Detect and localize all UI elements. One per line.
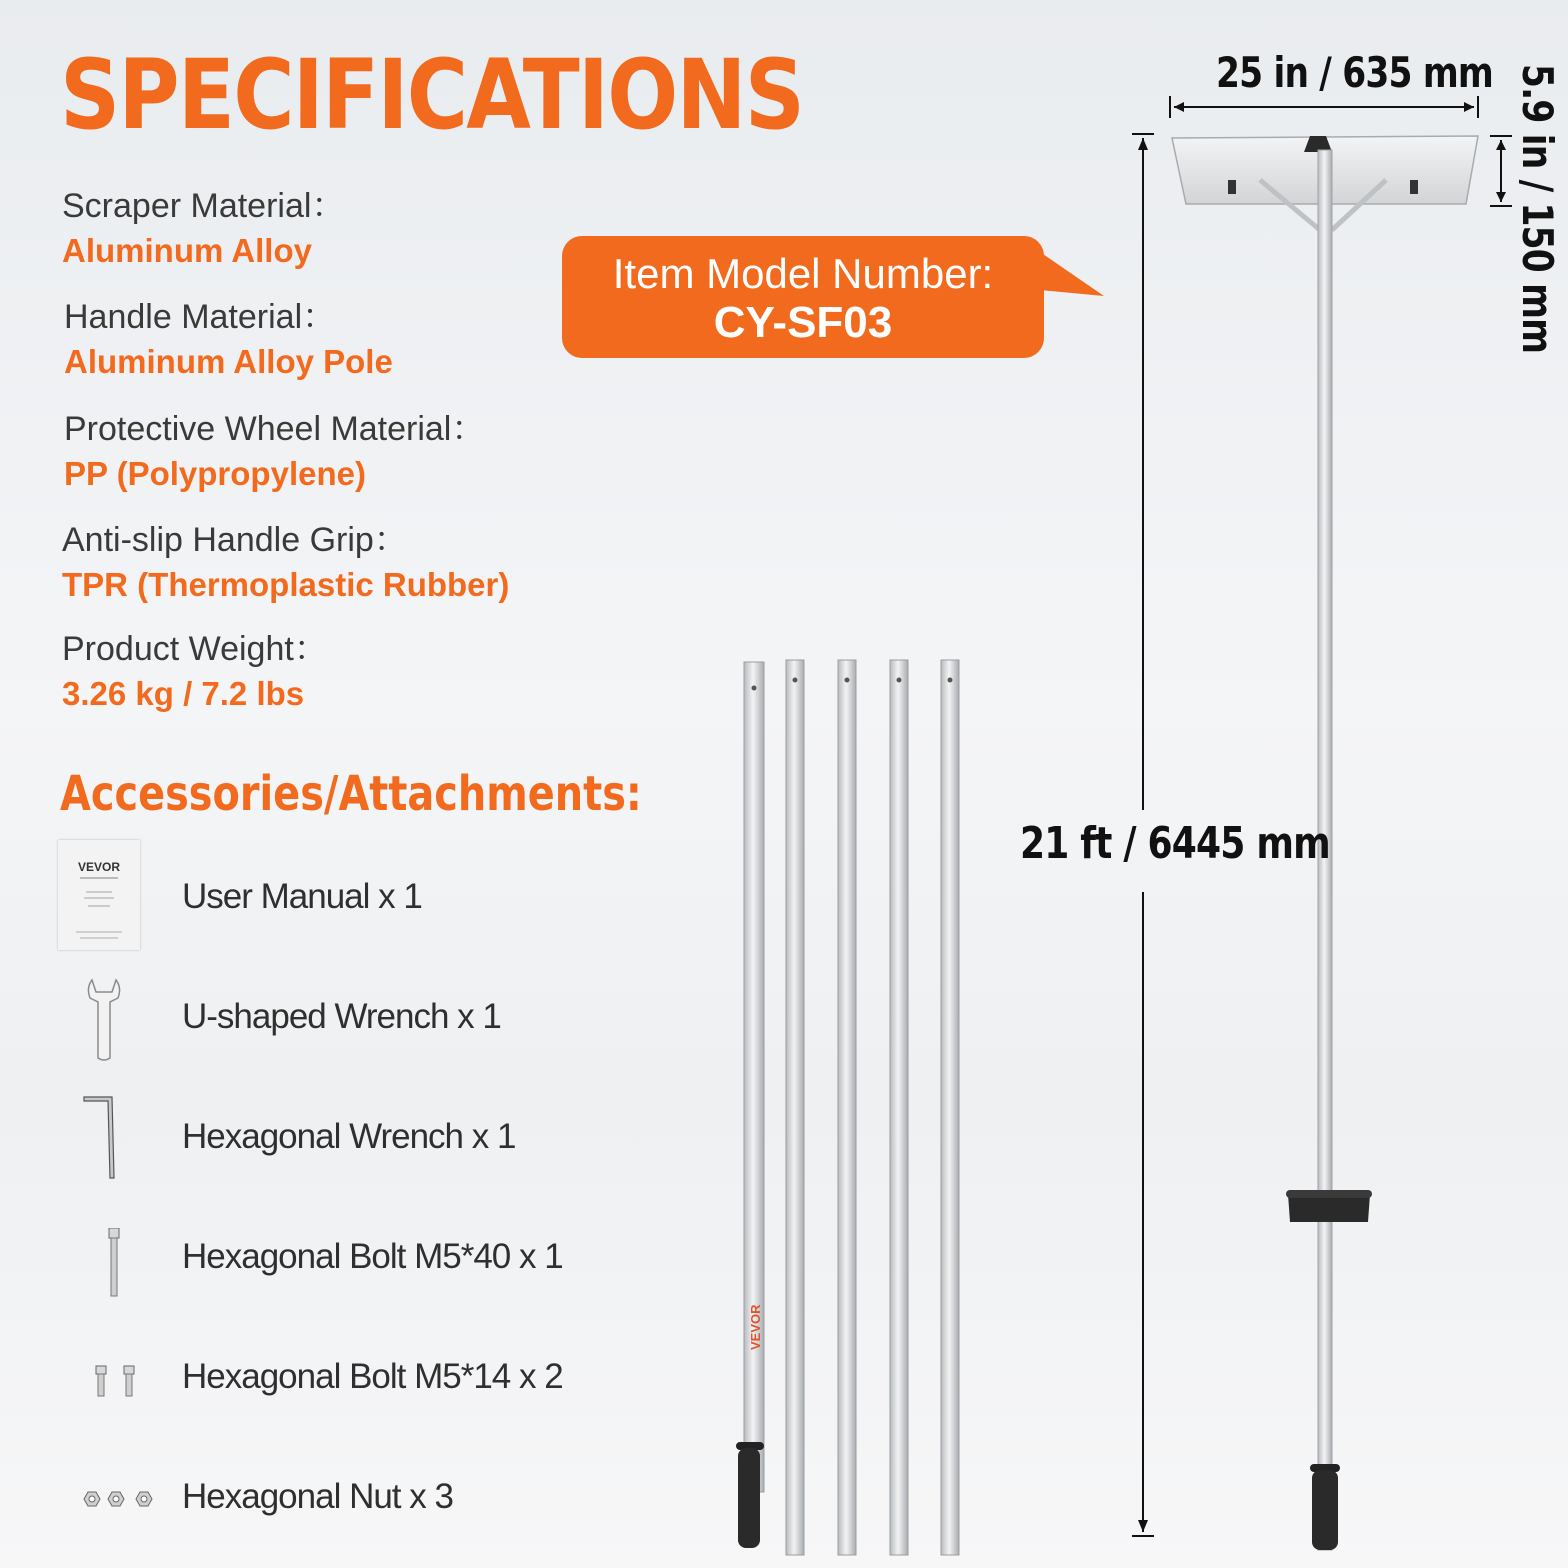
- model-number-callout: [562, 236, 1044, 358]
- short-bolts-icon: [92, 1364, 142, 1398]
- handle-grip: [1310, 1464, 1340, 1550]
- spec-value-product-weight: 3.26 kg / 7.2 lbs: [62, 675, 305, 712]
- accessory-label-u-wrench: U-shaped Wrench x 1: [182, 997, 501, 1036]
- spec-value-wheel-material: PP (Polypropylene): [64, 455, 366, 492]
- accessory-label-short-bolts: Hexagonal Bolt M5*14 x 2: [182, 1357, 563, 1396]
- pole-segment-2: [786, 660, 804, 1555]
- nuts-icon: [80, 1488, 156, 1510]
- hex-wrench-icon: [80, 1094, 120, 1180]
- spec-label-product-weight: Product Weight：: [62, 630, 328, 668]
- accessory-label-manual: User Manual x 1: [182, 877, 422, 916]
- accessory-label-hex-wrench: Hexagonal Wrench x 1: [182, 1117, 516, 1156]
- height-dimension-label: 5.9 in / 150 mm: [1513, 64, 1562, 354]
- manual-text-lines: [58, 840, 140, 950]
- accessory-label-nuts: Hexagonal Nut x 3: [182, 1477, 453, 1516]
- long-bolt-icon: [104, 1228, 124, 1298]
- accessory-label-long-bolt: Hexagonal Bolt M5*40 x 1: [182, 1237, 563, 1276]
- u-wrench-icon: [84, 978, 124, 1062]
- model-number-label: Item Model Number:: [612, 250, 994, 297]
- callout-pointer: [1040, 250, 1106, 300]
- pole-segment-1: [736, 662, 764, 1548]
- model-number-value: CY-SF03: [713, 298, 893, 347]
- manual-brand-logo: VEVOR: [77, 860, 120, 874]
- spec-label-wheel-material: Protective Wheel Material：: [64, 410, 486, 448]
- spec-label-handle-grip: Anti-slip Handle Grip：: [62, 521, 408, 559]
- spec-value-handle-material: Aluminum Alloy Pole: [64, 343, 393, 380]
- spec-label-handle-material: Handle Material：: [64, 298, 337, 336]
- length-dimension-label: 21 ft / 6445 mm: [1020, 818, 1330, 869]
- spec-value-handle-grip: TPR (Thermoplastic Rubber): [62, 566, 510, 603]
- spec-label-scraper-material: Scraper Material：: [62, 187, 346, 225]
- pole-segment-4: [890, 660, 908, 1555]
- pole-segment-3: [838, 660, 856, 1555]
- accessories-title: Accessories/Attachments:: [60, 766, 642, 822]
- pole-segment-brand: VEVOR: [748, 1304, 763, 1350]
- manual-icon: [58, 840, 140, 950]
- page-title: SPECIFICATIONS: [60, 39, 804, 151]
- protective-wheel: [1286, 1190, 1372, 1222]
- pole-segments: [720, 650, 980, 1560]
- height-dimension-line: [1486, 132, 1516, 212]
- width-dimension-label: 25 in / 635 mm: [1216, 48, 1493, 97]
- pole-segment-5: [941, 660, 959, 1555]
- spec-value-scraper-material: Aluminum Alloy: [62, 232, 312, 269]
